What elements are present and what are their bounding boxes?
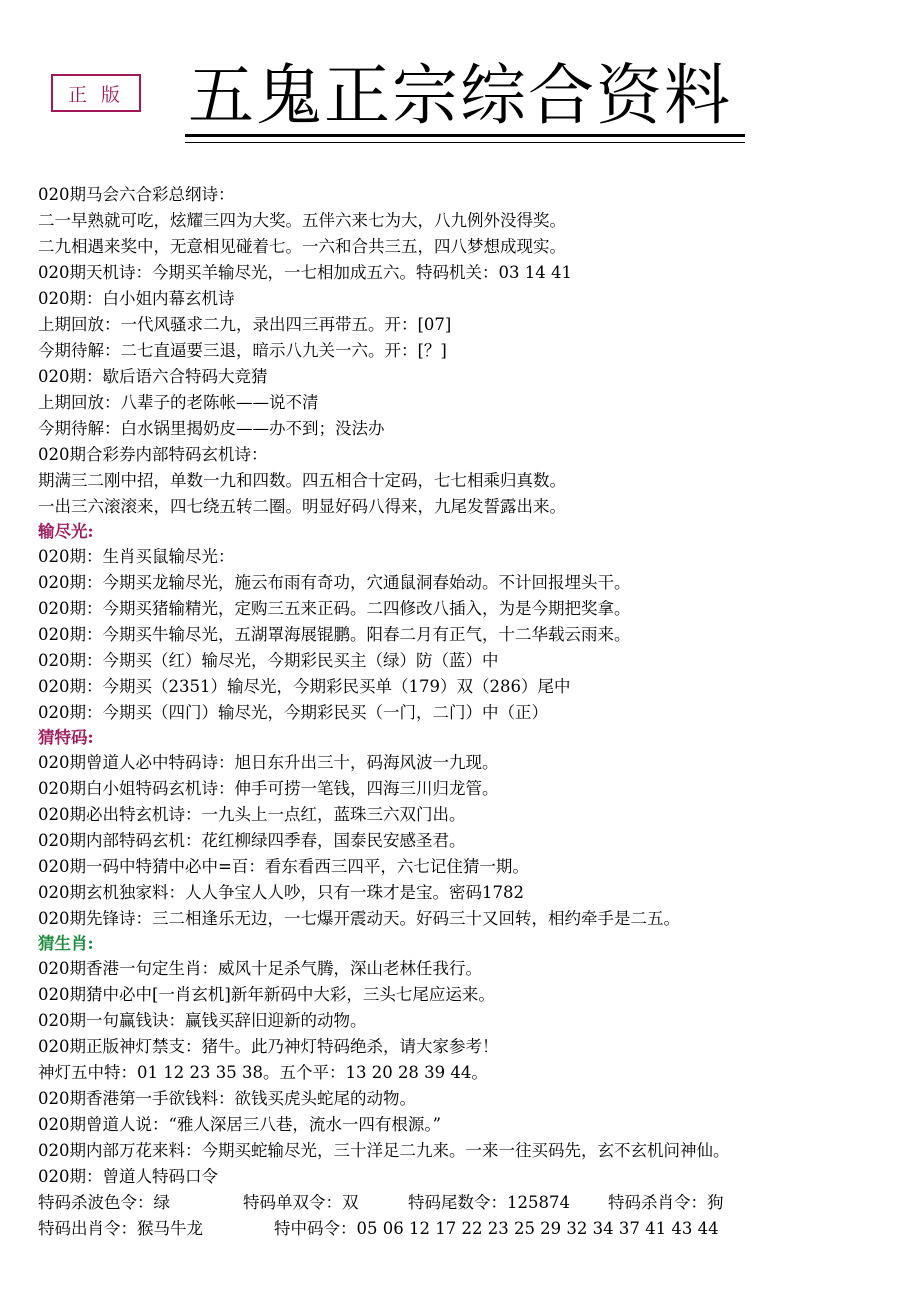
text-line: 一出三六滚滚来，四七绕五转二圈。明显好码八得来，九尾发誓露出来。 <box>38 497 566 516</box>
text-line: 020期：今期买（2351）输尽光，今期彩民买单（179）双（286）尾中 <box>38 677 571 696</box>
text-line: 020期猜中必中[一肖玄机]新年新码中大彩，三头七尾应运来。 <box>38 985 495 1004</box>
text-line: 020期：生肖买鼠输尽光： <box>38 547 235 566</box>
text-line: 020期香港第一手欲钱料：欲钱买虎头蛇尾的动物。 <box>38 1089 416 1108</box>
text-line: 020期：今期买猪输精光，定购三五来正码。二四修改八插入，为是今期把奖拿。 <box>38 599 631 618</box>
text-line: 二一早熟就可吃，炫耀三四为大奖。五伴六来七为大，八九例外没得奖。 <box>38 211 566 230</box>
title-underline-thin <box>185 142 745 143</box>
text-line: 020期：今期买（红）输尽光，今期彩民买主（绿）防（蓝）中 <box>38 651 499 670</box>
section-heading: 猜生肖: <box>38 934 94 953</box>
text-line: 020期：曾道人特码口令 <box>38 1167 218 1186</box>
text-line: 020期：今期买牛输尽光，五湖罩海展锟鹏。阳春二月有正气，十二华载云雨来。 <box>38 625 631 644</box>
text-line: 020期一句赢钱诀：赢钱买辞旧迎新的动物。 <box>38 1011 367 1030</box>
authentic-badge: 正 版 <box>51 74 141 112</box>
text-line: 020期一码中特猜中必中=百：看东看西三四平，六七记住猜一期。 <box>38 857 529 876</box>
text-line: 上期回放：八辈子的老陈帐——说不清 <box>38 393 319 412</box>
text-line: 020期曾道人必中特码诗：旭日东升出三十，码海风波一九现。 <box>38 753 499 772</box>
text-line: 020期：白小姐内幕玄机诗 <box>38 289 235 308</box>
text-line: 期满三二刚中招，单数一九和四数。四五相合十定码，七七相乘归真数。 <box>38 471 566 490</box>
text-line: 020期：今期买（四门）输尽光，今期彩民买（一门，二门）中（正） <box>38 703 548 722</box>
title-underline <box>185 134 745 137</box>
text-line: 今期待解：二七直逼要三退，暗示八九关一六。开：[？] <box>38 341 447 360</box>
text-line: 020期合彩券内部特码玄机诗： <box>38 445 268 464</box>
text-line: 020期正版神灯禁支：猪牛。此乃神灯特码绝杀，请大家参考！ <box>38 1037 499 1056</box>
section-heading: 输尽光: <box>38 522 94 541</box>
text-line: 020期必出特玄机诗：一九头上一点红，蓝珠三六双门出。 <box>38 805 466 824</box>
code-item: 特码杀肖令：狗 <box>608 1193 724 1212</box>
text-line: 020期内部万花来料：今期买蛇输尽光，三十洋足二九来。一来一往买码先，玄不玄机问神仙。 <box>38 1141 730 1160</box>
text-line: 020期：歇后语六合特码大竞猜 <box>38 367 268 386</box>
page-title: 五鬼正宗综合资料 <box>188 57 732 134</box>
text-line: 神灯五中特：01 12 23 35 38。五个平：13 20 28 39 44。 <box>38 1063 488 1082</box>
text-line: 020期先锋诗：三二相逢乐无边，一七爆开震动天。好码三十又回转，相约牵手是二五。 <box>38 909 680 928</box>
text-line: 二九相遇来奖中，无意相见碰着七。一六和合共三五，四八梦想成现实。 <box>38 237 566 256</box>
text-line: 020期：今期买龙输尽光，施云布雨有奇功，穴通鼠洞春始动。不计回报埋头干。 <box>38 573 631 592</box>
text-line: 今期待解：白水锅里揭奶皮——办不到；没法办 <box>38 419 385 438</box>
code-item: 特中码令：05 06 12 17 22 23 25 29 32 34 37 41 43 44 <box>274 1219 719 1238</box>
code-row <box>38 1188 888 1214</box>
section-heading: 猜特码: <box>38 728 94 747</box>
code-row <box>38 1214 888 1240</box>
code-item: 特码单双令：双 <box>243 1193 359 1212</box>
text-line: 020期曾道人说：“雅人深居三八巷，流水一四有根源。” <box>38 1115 442 1134</box>
code-item: 特码杀波色令：绿 <box>38 1193 170 1212</box>
text-line: 020期白小姐特码玄机诗：伸手可捞一笔钱，四海三川归龙管。 <box>38 779 499 798</box>
text-line: 020期香港一句定生肖：威风十足杀气腾，深山老林任我行。 <box>38 959 482 978</box>
document-body <box>38 180 888 1240</box>
code-item: 特码出肖令：猴马牛龙 <box>38 1219 203 1238</box>
text-line: 020期内部特码玄机：花红柳绿四季春，国泰民安感圣君。 <box>38 831 466 850</box>
text-line: 020期天机诗：今期买羊输尽光，一七相加成五六。特码机关：03 14 41 <box>38 263 572 282</box>
text-line: 020期玄机独家料：人人争宝人人吵，只有一珠才是宝。密码1782 <box>38 883 524 902</box>
text-line: 020期马会六合彩总纲诗： <box>38 185 235 204</box>
text-line: 上期回放：一代风骚求二九，录出四三再带五。开：[07] <box>38 315 452 334</box>
code-item: 特码尾数令：125874 <box>408 1193 570 1212</box>
